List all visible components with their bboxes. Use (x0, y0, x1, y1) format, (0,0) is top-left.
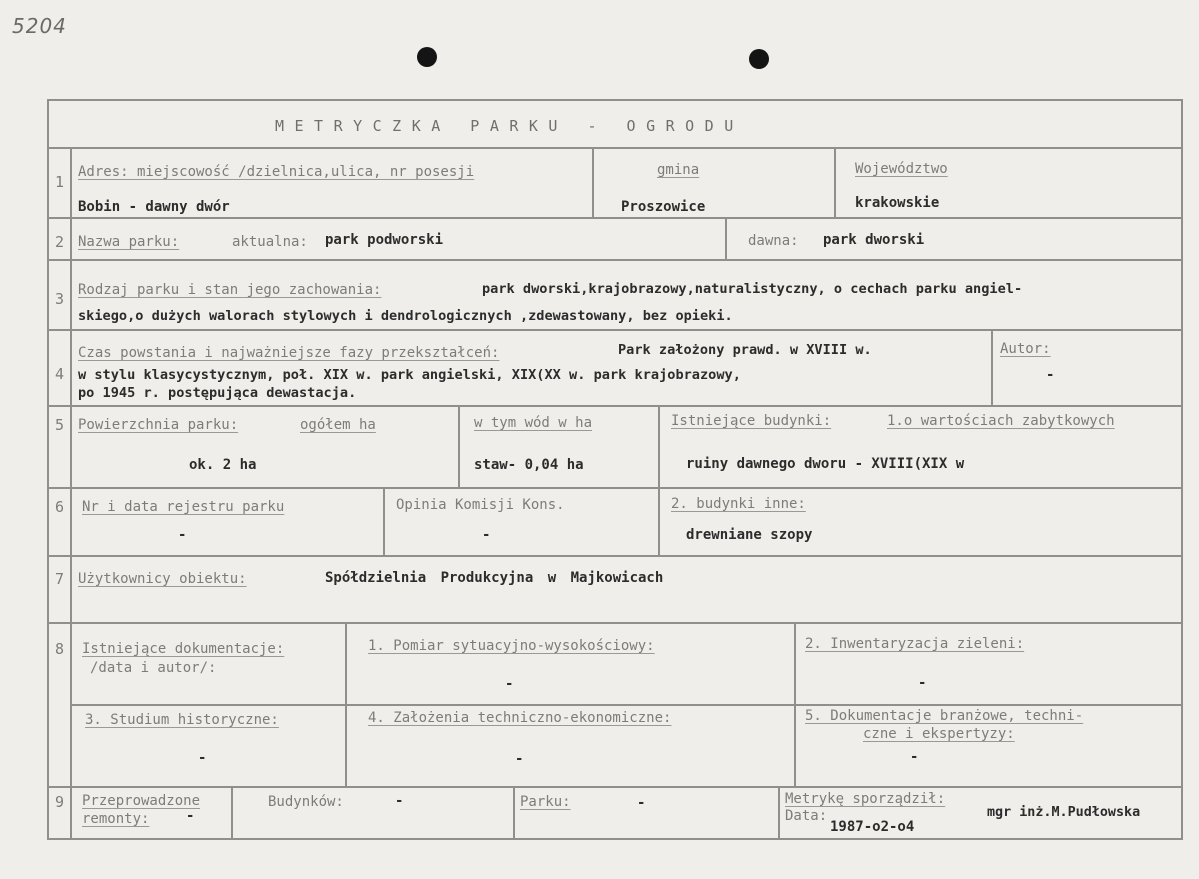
row-number: 4 (55, 365, 65, 383)
gmina-value: Proszowice (621, 199, 706, 215)
history-phases-label: Czas powstania i najważniejsze fazy przekształceń: (78, 345, 500, 361)
current-name-label: aktualna: (232, 234, 308, 250)
other-buildings-label: 2. budynki inne: (671, 496, 806, 512)
row-number: 5 (55, 416, 65, 434)
technical-value: - (515, 751, 524, 767)
archive-number-stamp: 5204 (12, 14, 67, 38)
row-number: 2 (55, 233, 65, 251)
area-value: ok. 2 ha (189, 457, 257, 473)
prepared-by-label: Metrykę sporządził: (785, 791, 946, 807)
former-name-value: park dworski (823, 232, 925, 248)
address-label: Adres: miejscowość /dzielnica,ulica, nr posesji (78, 164, 475, 180)
repairs-buildings-value: - (395, 793, 404, 809)
repairs-buildings-label: Budynków: (268, 794, 344, 810)
prepared-by-value: mgr inż.M.Pudłowska (987, 805, 1141, 820)
register-cell (70, 487, 385, 557)
register-value: - (178, 527, 187, 543)
historical-study-value: - (198, 750, 207, 766)
users-cell (70, 555, 1183, 624)
history-line-3: po 1945 r. postępująca dewastacja. (78, 385, 357, 401)
docs-label: Istniejące dokumentacje: (82, 641, 285, 657)
opinion-value: - (482, 527, 491, 543)
area-total-label: ogółem ha (300, 417, 376, 433)
other-buildings-value: drewniane szopy (686, 527, 813, 543)
park-name-label: Nazwa parku: (78, 234, 180, 250)
repairs-label-line-2: remonty: (82, 811, 150, 827)
history-line-2: w stylu klasycystycznym, poł. XIX w. park angielski, XIX(XX w. park krajobrazowy, (78, 367, 741, 383)
row-number: 7 (55, 570, 65, 588)
buildings-label: Istniejące budynki: (671, 413, 832, 429)
park-type-label: Rodzaj parku i stan jego zachowania: (78, 282, 382, 298)
buildings-historic-label: 1.o wartościach zabytkowych (887, 413, 1115, 429)
branch-docs-label-line-2: czne i ekspertyzy: (863, 726, 1015, 742)
repairs-park-label: Parku: (520, 794, 571, 810)
survey-value: - (505, 676, 514, 692)
survey-cell (345, 622, 796, 706)
park-type-line-2: skiego,o dużych walorach stylowych i dendrologicznych ,zdewastowany, bez opieki. (78, 308, 733, 324)
buildings-historic-value: ruiny dawnego dworu - XVIII(XIX w (686, 456, 965, 472)
author-value: - (1046, 367, 1055, 383)
gmina-label: gmina (657, 162, 700, 178)
current-name-value: park podworski (325, 232, 444, 248)
historical-study-label: 3. Studium historyczne: (85, 712, 279, 728)
users-value: Spółdzielnia Produkcyjna w Majkowicach (325, 570, 664, 586)
park-type-line-1: park dworski,krajobrazowy,naturalistyczny, o cechach parku angiel- (482, 281, 1023, 297)
repairs-park-value: - (637, 795, 646, 811)
users-label: Użytkownicy obiektu: (78, 571, 247, 587)
author-label: Autor: (1000, 341, 1051, 357)
punch-hole-left (417, 47, 437, 67)
row-number-cell (47, 555, 72, 624)
branch-docs-value: - (910, 749, 919, 765)
inventory-label: 2. Inwentaryzacja zieleni: (805, 636, 1025, 652)
repairs-label-line-1: Przeprowadzone (82, 793, 201, 809)
row-number: 1 (55, 173, 65, 191)
row-number: 6 (55, 498, 65, 516)
history-line-1: Park założony prawd. w XVIII w. (618, 342, 872, 358)
former-name-label: dawna: (748, 233, 799, 249)
inventory-value: - (918, 675, 927, 691)
row-number: 9 (55, 793, 65, 811)
branch-docs-label-line-1: 5. Dokumentacje branżowe, techni- (805, 708, 1084, 724)
area-label: Powierzchnia parku: (78, 417, 239, 433)
form-title: METRYCZKA PARKU - OGRODU (275, 117, 744, 135)
docs-sublabel: /data i autor/: (90, 660, 217, 676)
register-label: Nr i data rejestru parku (82, 499, 285, 515)
date-value: 1987-o2-o4 (830, 819, 915, 835)
row-number: 3 (55, 290, 65, 308)
inventory-cell (794, 622, 1183, 706)
technical-label: 4. Założenia techniczno-ekonomiczne: (368, 710, 672, 726)
row-number: 8 (55, 640, 65, 658)
voivodeship-value: krakowskie (855, 195, 940, 211)
opinion-label: Opinia Komisji Kons. (396, 497, 565, 513)
survey-label: 1. Pomiar sytuacyjno-wysokościowy: (368, 638, 655, 654)
repairs-value: - (186, 808, 195, 824)
date-label: Data: (785, 808, 828, 824)
water-label: w tym wód w ha (474, 415, 593, 431)
water-value: staw- 0,04 ha (474, 457, 584, 473)
punch-hole-right (749, 49, 769, 69)
address-value: Bobin - dawny dwór (78, 199, 230, 215)
voivodeship-label: Województwo (855, 161, 948, 177)
